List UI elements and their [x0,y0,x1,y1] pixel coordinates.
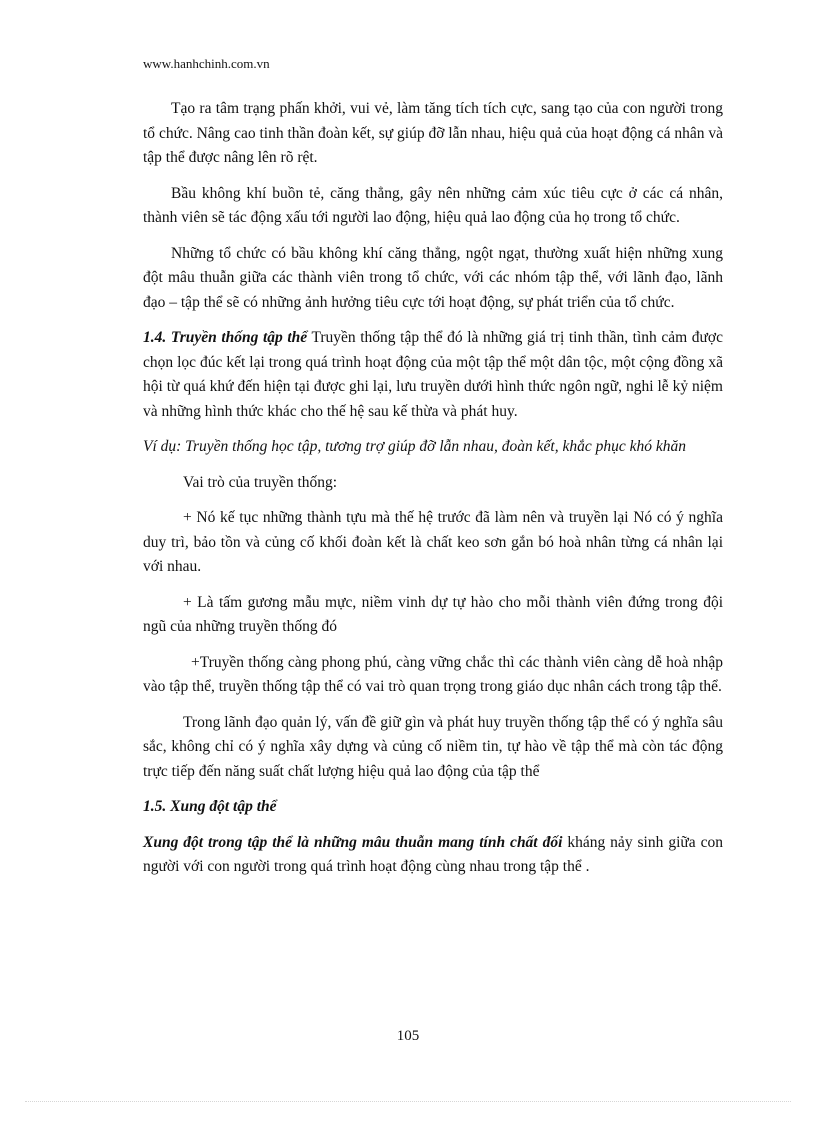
page-bottom-border [25,1101,791,1102]
document-body [143,97,723,891]
role-item: + Nó kế tục những thành tựu mà thế hệ trước đã làm nên và truyền lại Nó có ý nghĩa duy trì, bảo tồn và củng cố khối đoàn kết là chất keo sơn gắn bó hoà nhân từng cá nhân lại với nhau. [143,509,723,575]
paragraph: Bầu không khí buồn tẻ, căng thẳng, gây nên những cảm xúc tiêu cực ở các cá nhân, thành viên sẽ tác động xấu tới người lao động, hiệu quả lao động của họ trong tổ chức. [143,184,723,226]
section-1-5-heading: 1.5. Xung đột tập thể [143,798,277,815]
paragraph: Trong lãnh đạo quản lý, vấn đề giữ gìn và phát huy truyền thống tập thể có ý nghĩa sâu sắc, không chỉ có ý nghĩa xây dựng và củng cố niềm tin, tự hào về tập thể mà còn tác động trực tiếp đến năng suất chất lượng hiệu quả lao động của tập thể [143,713,723,780]
example-text: Ví dụ: Truyền thống học tập, tương trợ giúp đỡ lẫn nhau, đoàn kết, khắc phục khó khăn [143,438,686,455]
section-1-5-text: kháng nảy sinh giữa con người với con người trong quá trình hoạt động cùng nhau trong tập thể . [143,833,723,875]
paragraph: Tạo ra tâm trạng phấn khởi, vui vẻ, làm tăng tích tích cực, sang tạo của con người trong tổ chức. Nâng cao tinh thần đoàn kết, sự giúp đỡ lẫn nhau, hiệu quả của hoạt động cá nhân và tập thể được nâng lên rõ rệt. [143,100,723,166]
section-1-4-heading: 1.4. Truyền thống tập thể [143,329,308,346]
paragraph: Những tổ chức có bầu không khí căng thẳng, ngột ngạt, thường xuất hiện những xung đột mâu thuẫn giữa các thành viên trong tổ chức, với các nhóm tập thể, với lãnh đạo, lãnh đạo – tập thể sẽ có những ảnh hưởng tiêu cực tới hoạt động, sự phát triển của tổ chức. [143,244,723,311]
page-number: 105 [396,1028,420,1044]
role-item: + Là tấm gương mẫu mực, niềm vinh dự tự hào cho mỗi thành viên đứng trong đội ngũ của những truyền thống đó [143,593,723,635]
section-1-4-text: Truyền thống tập thể đó là những giá trị tinh thần, tình cảm được chọn lọc đúc kết lại trong quá trình hoạt động của một tập thể một dân tộc, một cộng đồng xã hội từ quá khứ đến hiện tại được ghi lại, lưu truyền dưới hình thức ngôn ngữ, nghi lễ kỷ niệm và những hình thức khác cho thế hệ sau kế thừa và phát huy. [143,329,723,420]
header-website: www.hanhchinh.com.vn [143,56,270,71]
role-heading: Vai trò của truyền thống: [183,473,338,491]
section-1-4 [143,326,723,424]
section-1-5-lead: Xung đột trong tập thể là những mâu thuẫn mang tính chất đối [143,833,563,851]
section-1-5 [143,831,723,880]
role-item: +Truyền thống càng phong phú, càng vững chắc thì các thành viên càng dễ hoà nhập vào tập thể, truyền thống tập thể có vai trò quan trọng trong giáo dục nhân cách trong tập thể. [143,653,723,695]
